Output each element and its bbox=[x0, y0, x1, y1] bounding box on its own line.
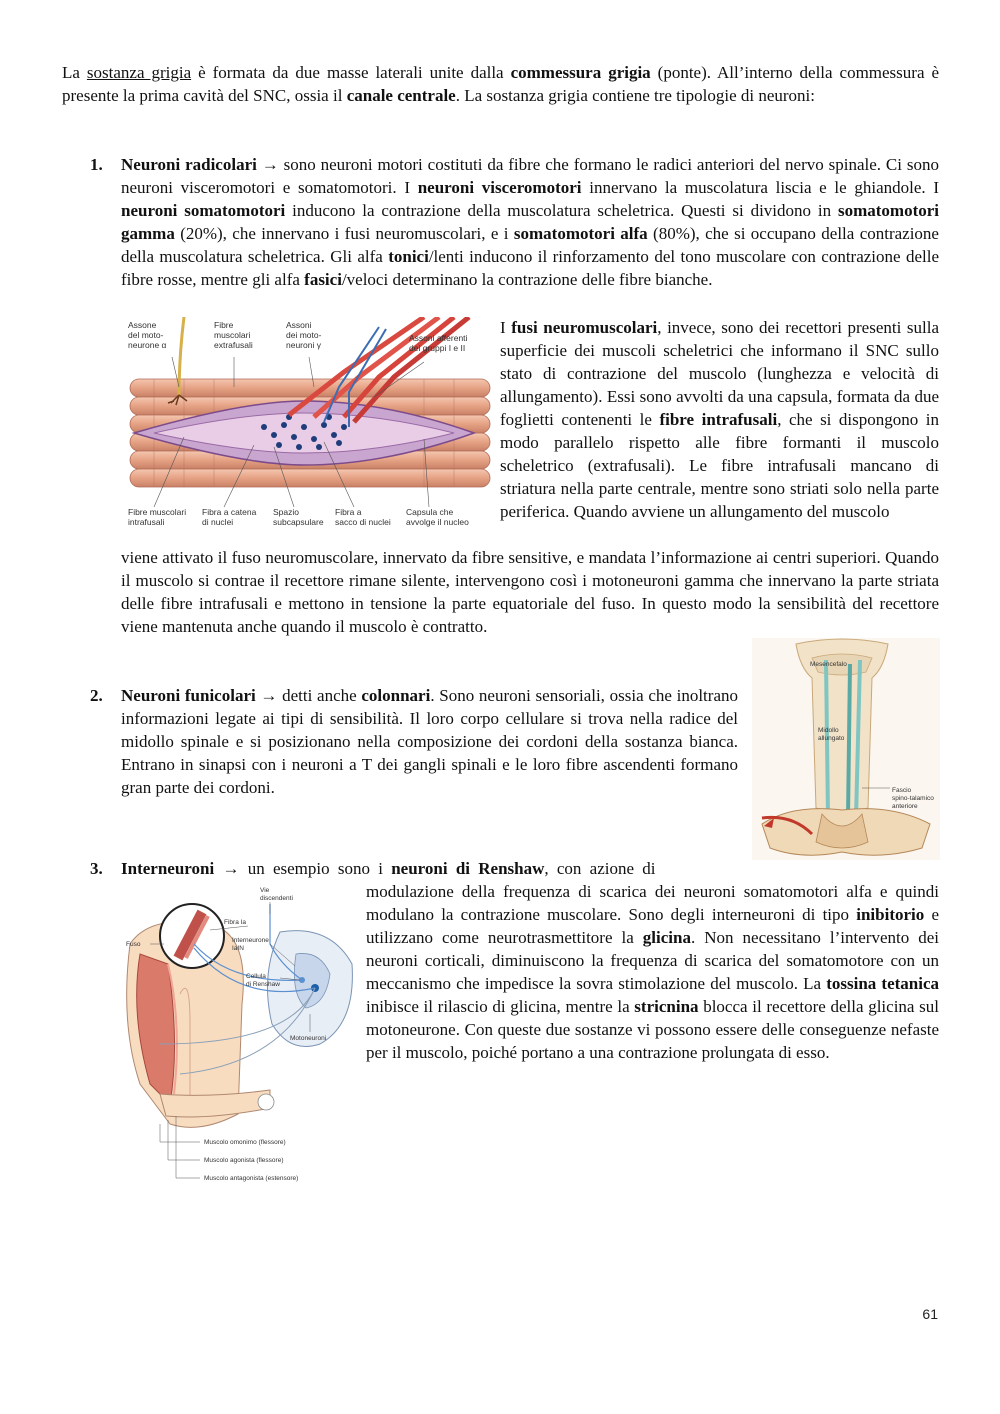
neuromuscular-spindle-figure bbox=[124, 317, 492, 531]
page-number: 61 bbox=[922, 1306, 938, 1322]
label-spazio-subcapsulare: Spazio subcapsulare bbox=[273, 507, 324, 527]
renshaw-circuit-figure bbox=[120, 884, 356, 1186]
list-number-2: 2. bbox=[90, 686, 103, 705]
term-sostanza-grigia: sostanza grigia bbox=[86, 63, 192, 82]
label-vie-discendenti: Vie discendenti bbox=[260, 887, 293, 902]
label-assone-alfa: Assone del moto-neurone α bbox=[128, 320, 167, 350]
spinothalamic-tract-figure bbox=[752, 638, 940, 860]
label-interneurone: Interneurone IaIN bbox=[232, 937, 269, 952]
label-midollo-allungato: Midollo allungato bbox=[818, 727, 845, 742]
label-fuso: Fuso bbox=[126, 941, 141, 948]
intro-paragraph: La sostanza grigia è formata da due masse laterali unite dalla commessura grigia (ponte). All’interno della commessura è presente la prima cavità del SNC, ossia il canale centrale. La sostanza grigia contiene tre tipologie di neuroni: bbox=[62, 63, 940, 105]
label-assoni-afferenti: Assoni afferenti dei gruppi I e II bbox=[409, 333, 468, 353]
label-assoni-gamma: Assoni dei moto-neuroni γ bbox=[286, 320, 322, 350]
list-number-1: 1. bbox=[90, 155, 103, 174]
label-sacco-nuclei: Fibra a sacco di nuclei bbox=[335, 507, 391, 527]
label-fibre-intrafusali: Fibre muscolari intrafusali bbox=[128, 507, 187, 527]
item3-title: Interneuroni bbox=[121, 859, 215, 878]
item2-paragraph: Neuroni funicolari → detti anche colonnari. Sono neuroni sensoriali, ossia che inoltrano informazioni legate ai tipi di sensibilità. Il loro corpo cellulare si trova nella radice del midollo spinale e si posizionano nella composizione dei cordoni della sostanza bianca. Entrano in sinapsi con i neuroni a T dei gangli spinali e le loro fibre ascendenti formano gran parte dei cordoni. bbox=[121, 686, 738, 797]
label-catena-nuclei: Fibra a catena di nuclei bbox=[202, 507, 257, 527]
fusi-paragraph-continued: viene attivato il fuso neuromuscolare, innervato da fibre sensitive, e mandata l’informazione ai centri superiori. Quando il muscolo si contrae il recettore rimane silente, intervengono così i motoneuroni gamma che innervano la parte striata delle fibre intrafusali e mettono in tensione la parte equatoriale del fuso. In questo modo la sensibilità del recettore viene mantenuta anche quando il muscolo è contratto. bbox=[121, 548, 939, 636]
item1-title: Neuroni radicolari bbox=[121, 155, 257, 174]
label-muscolo-antagonista: Muscolo antagonista (estensore) bbox=[204, 1175, 299, 1182]
label-fibra-ia: Fibra Ia bbox=[224, 919, 247, 926]
item3-paragraph: modulazione della frequenza di scarica dei neuroni somatomotori alfa e quindi modulano la contrazione muscolare. Sono degli interneuroni di tipo inibitorio e utilizzano come neurotrasmettitore la glicina. Non necessitano l’intervento dei neuroni corticali, diminuiscono la frequenza di scarica del somatomotore con un meccanismo che impedisce la sovra stimolazione del muscolo. La tossina tetanica inibisce il rilascio di glicina, mentre la stricnina blocca il recettore della glicina sul motoneurone. Con queste due sostanze vi possono essere delle conseguenze nefaste per il muscolo, poiché portano a una contrazione prolungata di esso. bbox=[366, 882, 940, 1062]
list-number-3: 3. bbox=[90, 859, 103, 878]
label-mesencefalo: Mesencefalo bbox=[810, 661, 847, 668]
label-muscolo-omonimo: Muscolo omonimo (flessore) bbox=[204, 1139, 286, 1146]
fusi-paragraph: I fusi neuromuscolari, invece, sono dei recettori presenti sulla superficie dei muscoli scheletrici che informano il SNC sullo stato di contrazione del muscolo (lunghezza e velocità di allungamento). Essi sono avvolti da una capsula, formata da due foglietti contenenti le fibre intrafusali, che si dispongono in modo parallelo rispetto alle fibre formanti il muscolo scheletrico (extrafusali). Le fibre intrafusali mancano di striatura nella parte centrale, mentre sono striati solo nella parte periferica. Quando avviene un allungamento del muscolo bbox=[500, 318, 940, 521]
label-motoneuroni: Motoneuroni bbox=[290, 1035, 327, 1042]
label-cellula-renshaw: Cellula di Renshaw bbox=[246, 973, 280, 988]
label-muscolo-agonista: Muscolo agonista (flessore) bbox=[204, 1157, 284, 1164]
label-fascio-spinotalamico: Fascio spino-talamico anteriore bbox=[892, 787, 934, 810]
item2-title: Neuroni funicolari bbox=[121, 686, 256, 705]
label-fibre-extrafusali: Fibre muscolari extrafusali bbox=[214, 320, 253, 350]
item3-first-line: Interneuroni → un esempio sono i neuroni di Renshaw, con azione di bbox=[121, 859, 656, 878]
label-capsula: Capsula che avvolge il nucleo bbox=[406, 507, 469, 527]
item1-paragraph: Neuroni radicolari → sono neuroni motori costituti da fibre che formano le radici anteriori del nervo spinale. Ci sono neuroni visceromotori e somatomotori. I neuroni visceromotori innervano la muscolatura liscia e le ghiandole. I neuroni somatomotori inducono la contrazione della muscolatura scheletrica. Questi si dividono in somatomotori gamma (20%), che innervano i fusi neuromuscolari, e i somatomotori alfa (80%), che si occupano della contrazione della muscolatura scheletrica. Gli alfa tonici/lenti inducono il rinforzamento del tono muscolare con contrazione delle fibre rosse, mentre gli alfa fasici/veloci determinano la contrazione delle fibre bianche. bbox=[121, 155, 940, 289]
